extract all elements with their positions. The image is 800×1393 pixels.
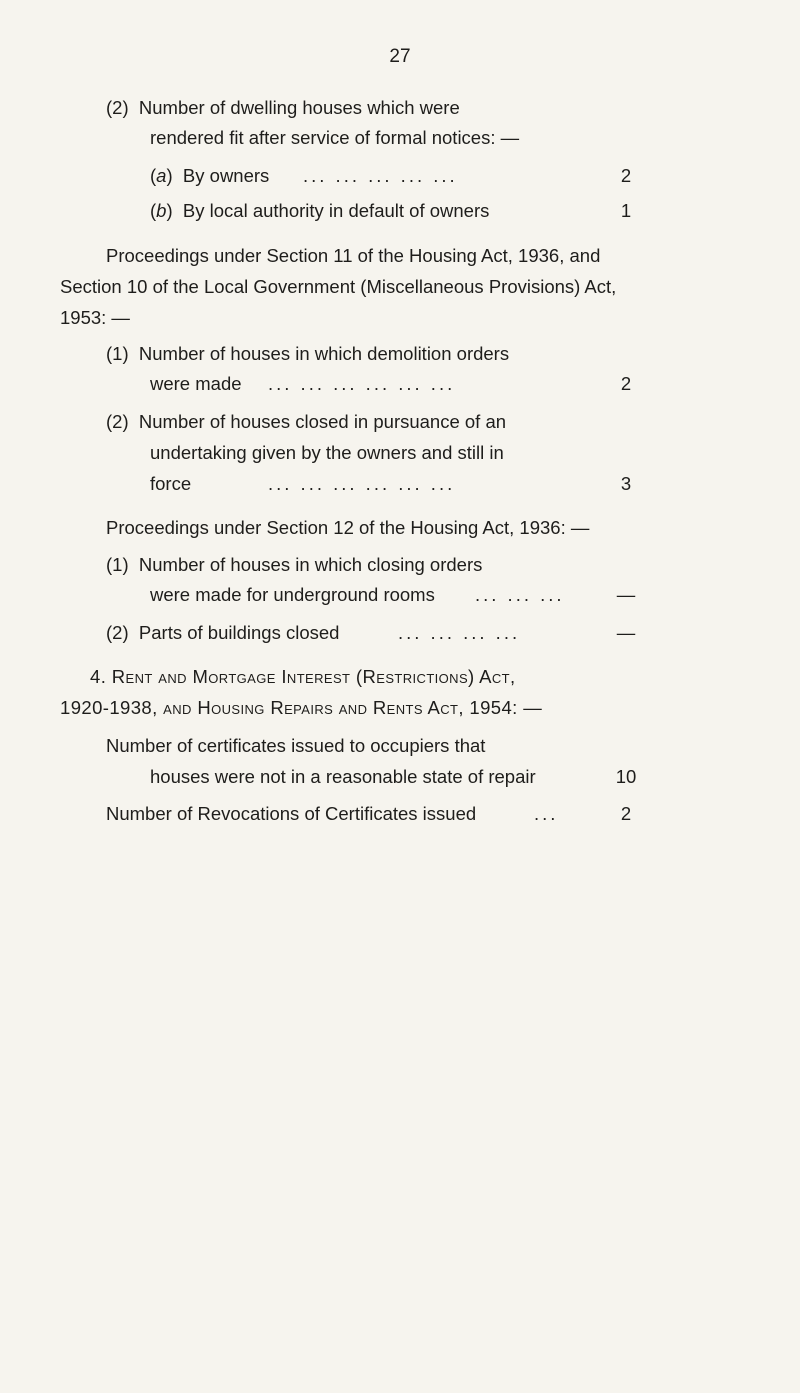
certificates-issued-line1: Number of certificates issued to occupiers that: [106, 735, 486, 756]
leader-dots: ... ... ... ... ... ...: [268, 473, 456, 494]
certificates-issued-value: 10: [615, 766, 637, 787]
leader-dots: ... ... ... ...: [398, 622, 521, 643]
revocations-line: Number of Revocations of Certificates issued: [106, 803, 477, 824]
section4-heading-line1: 4. Rent and Mortgage Interest (Restrictions) Act,: [90, 666, 516, 687]
s11-paragraph-line1: Proceedings under Section 11 of the Housing Act, 1936, and: [106, 245, 601, 266]
leader-dots: ... ... ... ... ...: [303, 165, 458, 186]
s12-item1-line1: (1) Number of houses in which closing orders: [106, 554, 483, 575]
s11-item2-line3: force: [150, 473, 192, 494]
page-number: 27: [389, 46, 411, 67]
leader-dots: ... ... ... ... ... ...: [268, 373, 456, 394]
item-2-heading-line2: rendered fit after service of formal notices: —: [150, 127, 520, 148]
s11-item1-value: 2: [620, 373, 632, 394]
s12-item2-value: —: [616, 622, 636, 643]
certificates-issued-line2: houses were not in a reasonable state of repair: [150, 766, 536, 787]
s11-paragraph-line2: Section 10 of the Local Government (Miscellaneous Provisions) Act,: [60, 276, 617, 297]
s12-item2-line1: (2) Parts of buildings closed: [106, 622, 340, 643]
section4-heading-line2: 1920-1938, and Housing Repairs and Rents Act, 1954: —: [60, 697, 543, 718]
leader-dots: ...: [534, 803, 559, 824]
s11-item2-line1: (2) Number of houses closed in pursuance of an: [106, 411, 507, 432]
revocations-value: 2: [620, 803, 632, 824]
item-2a-by-owners: (a) By owners: [150, 165, 270, 186]
item-2b-by-local-authority: (b) By local authority in default of owners: [150, 200, 490, 221]
s12-item1-line2: were made for underground rooms: [150, 584, 435, 605]
s11-item1-line1: (1) Number of houses in which demolition orders: [106, 343, 510, 364]
s12-item1-value: —: [616, 584, 636, 605]
s11-item1-line2: were made: [150, 373, 242, 394]
s12-heading: Proceedings under Section 12 of the Housing Act, 1936: —: [106, 517, 590, 538]
s11-paragraph-line3: 1953: —: [60, 307, 130, 328]
leader-dots: ... ... ...: [475, 584, 565, 605]
item-2-heading-line1: (2) Number of dwelling houses which were: [106, 97, 460, 118]
s11-item2-line2: undertaking given by the owners and still in: [150, 442, 504, 463]
item-2a-value: 2: [620, 165, 632, 186]
item-2b-value: 1: [620, 200, 632, 221]
s11-item2-value: 3: [620, 473, 632, 494]
